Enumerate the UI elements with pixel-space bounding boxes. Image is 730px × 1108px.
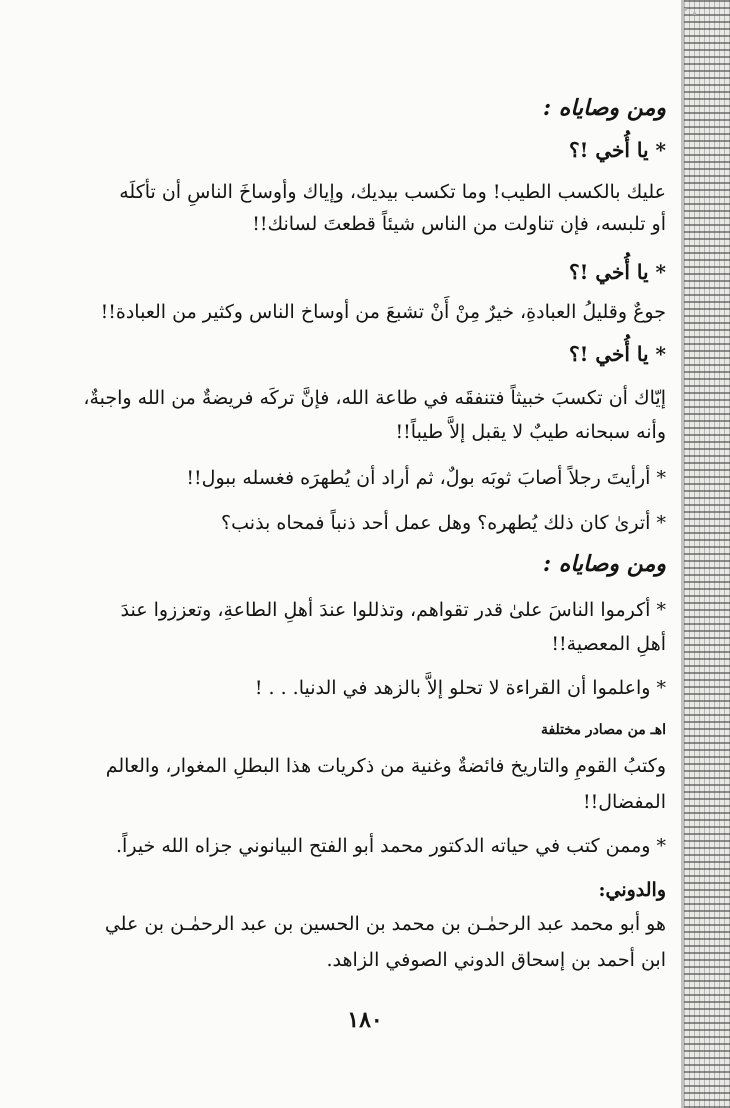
bullet-line: * واعلموا أن القراءة لا تحلو إلاَّ بالزهد في الدنيا. . . ! (254, 677, 666, 699)
body-line: * أكرموا الناسَ علىٰ قدر تقواهم، وتذللوا عندَ أهلِ الطاعةِ، وتعززوا عندَ (120, 599, 666, 621)
bullet-line: * يا أُخي !؟ (569, 260, 666, 284)
section-heading: ومن وصاياه : (543, 551, 666, 577)
body-line: عليك بالكسب الطيب! وما تكسب بيديك، وإياك وأوساخَ الناسِ أن تأكلَه (119, 181, 666, 203)
border-edge (681, 0, 684, 1108)
bullet-line: * أترىٰ كان ذلك يُطهره؟ وهل عمل أحد ذنباً فمحاه بذنب؟ (221, 512, 666, 534)
body-line: هو أبو محمد عبد الرحمٰـن بن محمد بن الحسين بن عبد الرحمٰـن بن علي (104, 913, 666, 935)
body-line: المفضال!! (582, 791, 666, 813)
body-line: ابن أحمد بن إسحاق الدوني الصوفي الزاهد. (326, 949, 666, 971)
body-line: جوعٌ وقليلُ العبادةِ، خيرٌ مِنْ أَنْ تشبعَ من أوساخ الناس وكثير من العبادة!! (100, 301, 666, 323)
scan-speck (683, 8, 687, 11)
body-line: وأنه سبحانه طيبٌ لا يقبل إلاَّ طيباً!! (395, 421, 666, 443)
page-number: ١٨٠ (347, 1007, 383, 1033)
section-heading: ومن وصاياه : (543, 95, 666, 121)
body-line: إيّاك أن تكسبَ خبيثاً فتنفقَه في طاعة الله، فإنَّ تركَه فريضةٌ من الله واجبةٌ، (83, 387, 666, 409)
body-line: وكتبُ القومِ والتاريخ فائضةٌ وغنية من ذكريات هذا البطلِ المغوار، والعالم (105, 755, 666, 777)
subheading: والدوني: (598, 879, 666, 901)
source-note: اهـ من مصادر مختلفة (540, 722, 666, 738)
bullet-line: * يا أُخي !؟ (569, 138, 666, 162)
decorative-border (684, 0, 730, 1108)
bullet-line: * وممن كتب في حياته الدكتور محمد أبو الفتح البيانوني جزاه الله خيراً. (116, 835, 666, 857)
body-line: أهلِ المعصية!! (551, 633, 666, 655)
body-line: أو تلبسه، فإن تناولت من الناس شيئاً قطعتَ لسانك!! (252, 213, 666, 235)
bullet-line: * أرأيتَ رجلاً أصابَ ثوبَه بولٌ، ثم أراد أن يُطهرَه فغسله ببول!! (186, 467, 666, 489)
bullet-line: * يا أُخي !؟ (569, 342, 666, 366)
scan-speck (693, 12, 696, 15)
